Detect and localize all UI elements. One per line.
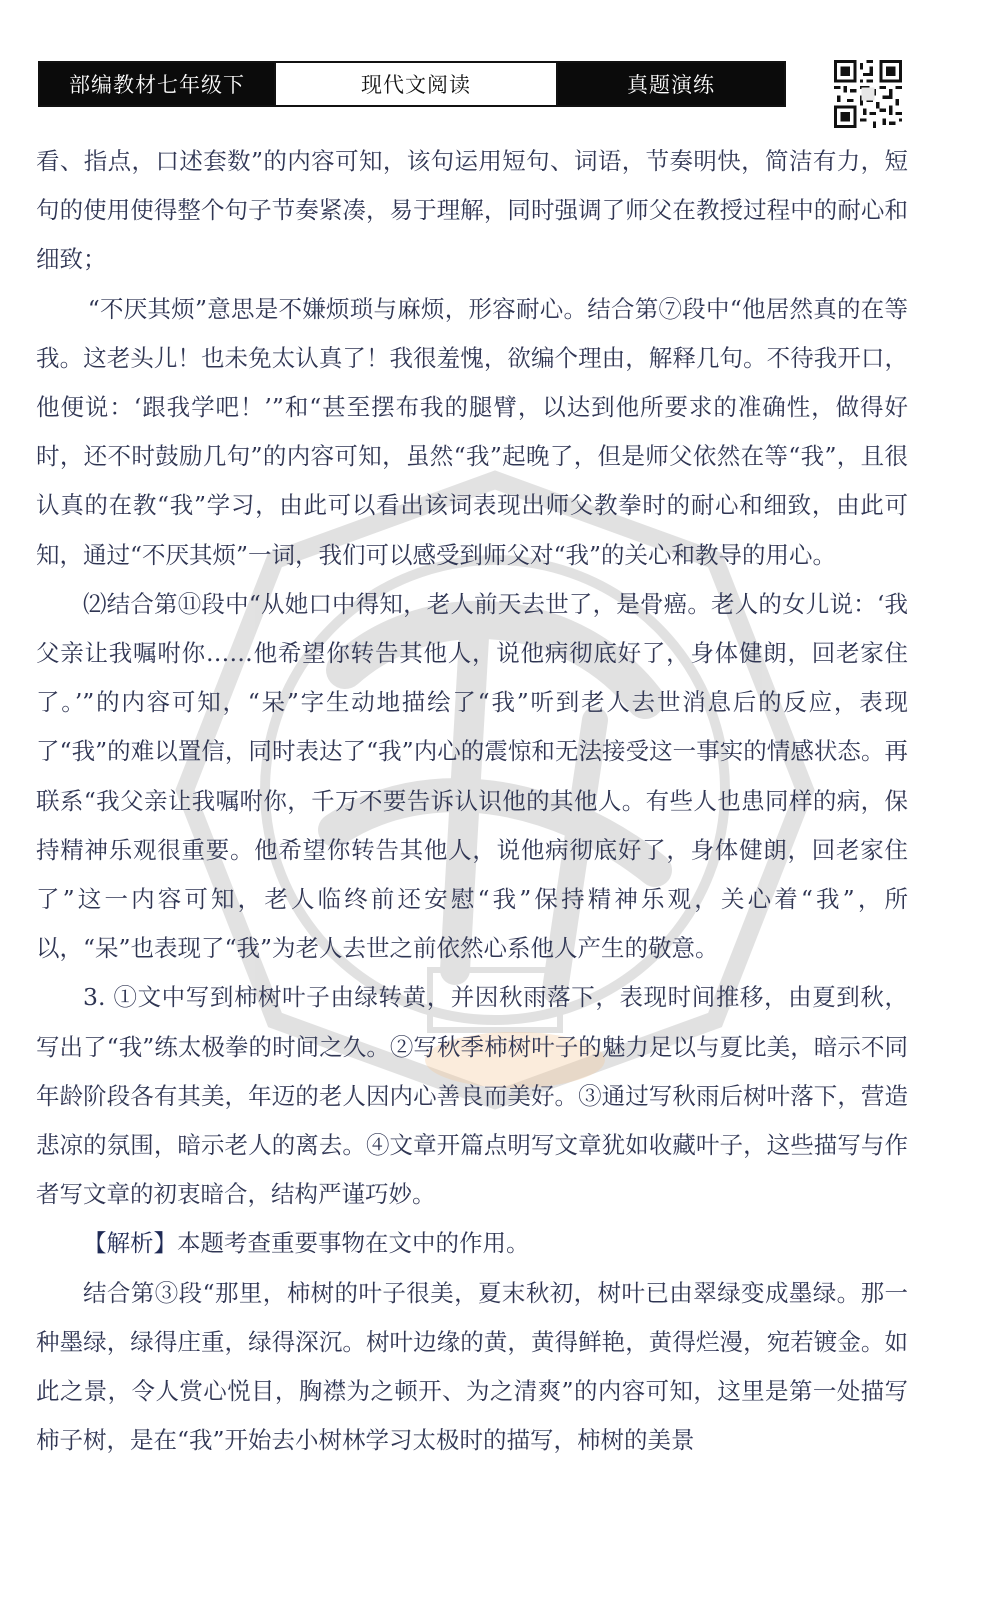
paragraph-5 [36,1219,908,1268]
paragraph-4: 3. ①文中写到柿树叶子由绿转黄，并因秋雨落下，表现时间推移，由夏到秋，写出了“我”练太极拳的时间之久。②写秋季柿树叶子的魅力足以与夏比美，暗示不同年龄阶段各有其美，年迈的老人因内心善良而美好。③通过写秋雨后树叶落下，营造悲凉的氛围，暗示老人的离去。④文章开篇点明写文章犹如收藏叶子，这些描写与作者写文章的初衷暗合，结构严谨巧妙。 [36,983,908,1209]
paragraph-2: “不厌其烦”意思是不嫌烦琐与麻烦，形容耐心。结合第⑦段中“他居然真的在等我。这老头儿！也未免太认真了！我很羞愧，欲编个理由，解释几句。不待我开口，他便说：‘跟我学吧！’”和“甚至摆布我的腿臂，以达到他所要求的准确性，做得好时，还不时鼓励几句”的内容可知，虽然“我”起晚了，但是师父依然在等“我”，且很认真的在教“我”学习，由此可以看出该词表现出师父教拳时的耐心和细致，由此可知，通过“不厌其烦”一词，我们可以感受到师父对“我”的关心和教导的用心。 [36,294,908,569]
header-grade-label: 部编教材七年级下 [40,63,274,105]
header-section-label: 现代文阅读 [274,63,558,105]
analysis-text: 本题考查重要事物在文中的作用。 [177,1229,530,1258]
header-type-label: 真题演练 [558,63,784,105]
qr-code-icon [834,60,902,128]
paragraph-1: 看、指点，口述套数”的内容可知，该句运用短句、词语，节奏明快，简洁有力，短句的使用使得整个句子节奏紧凑，易于理解，同时强调了师父在教授过程中的耐心和细致； [36,147,908,274]
paragraph-6: 结合第③段“那里，柿树的叶子很美，夏末秋初，树叶已由翠绿变成墨绿。那一种墨绿，绿得庄重，绿得深沉。树叶边缘的黄，黄得鲜艳，黄得烂漫，宛若镀金。如此之景，令人赏心悦目，胸襟为之顿开、为之清爽”的内容可知，这里是第一处描写柿子树，是在“我”开始去小树林学习太极时的描写，柿树的美景 [36,1278,908,1455]
analysis-tag: 【解析】 [83,1229,177,1258]
header-bar [38,61,786,107]
paragraph-3: ⑵结合第⑪段中“从她口中得知，老人前天去世了，是骨癌。老人的女儿说：‘我父亲让我嘱咐你……他希望你转告其他人，说他病彻底好了，身体健朗，回老家住了。’”的内容可知，“呆”字生动地描绘了“我”听到老人去世消息后的反应，表现了“我”的难以置信，同时表达了“我”内心的震惊和无法接受这一事实的情感状态。再联系“我父亲让我嘱咐你，千万不要告诉认识他的其他人。有些人也患同样的病，保持精神乐观很重要。他希望你转告其他人，说他病彻底好了，身体健朗，回老家住了”这一内容可知，老人临终前还安慰“我”保持精神乐观，关心着“我”，所以，“呆”也表现了“我”为老人去世之前依然心系他人产生的敬意。 [36,589,908,963]
answer-content [36,137,908,1465]
